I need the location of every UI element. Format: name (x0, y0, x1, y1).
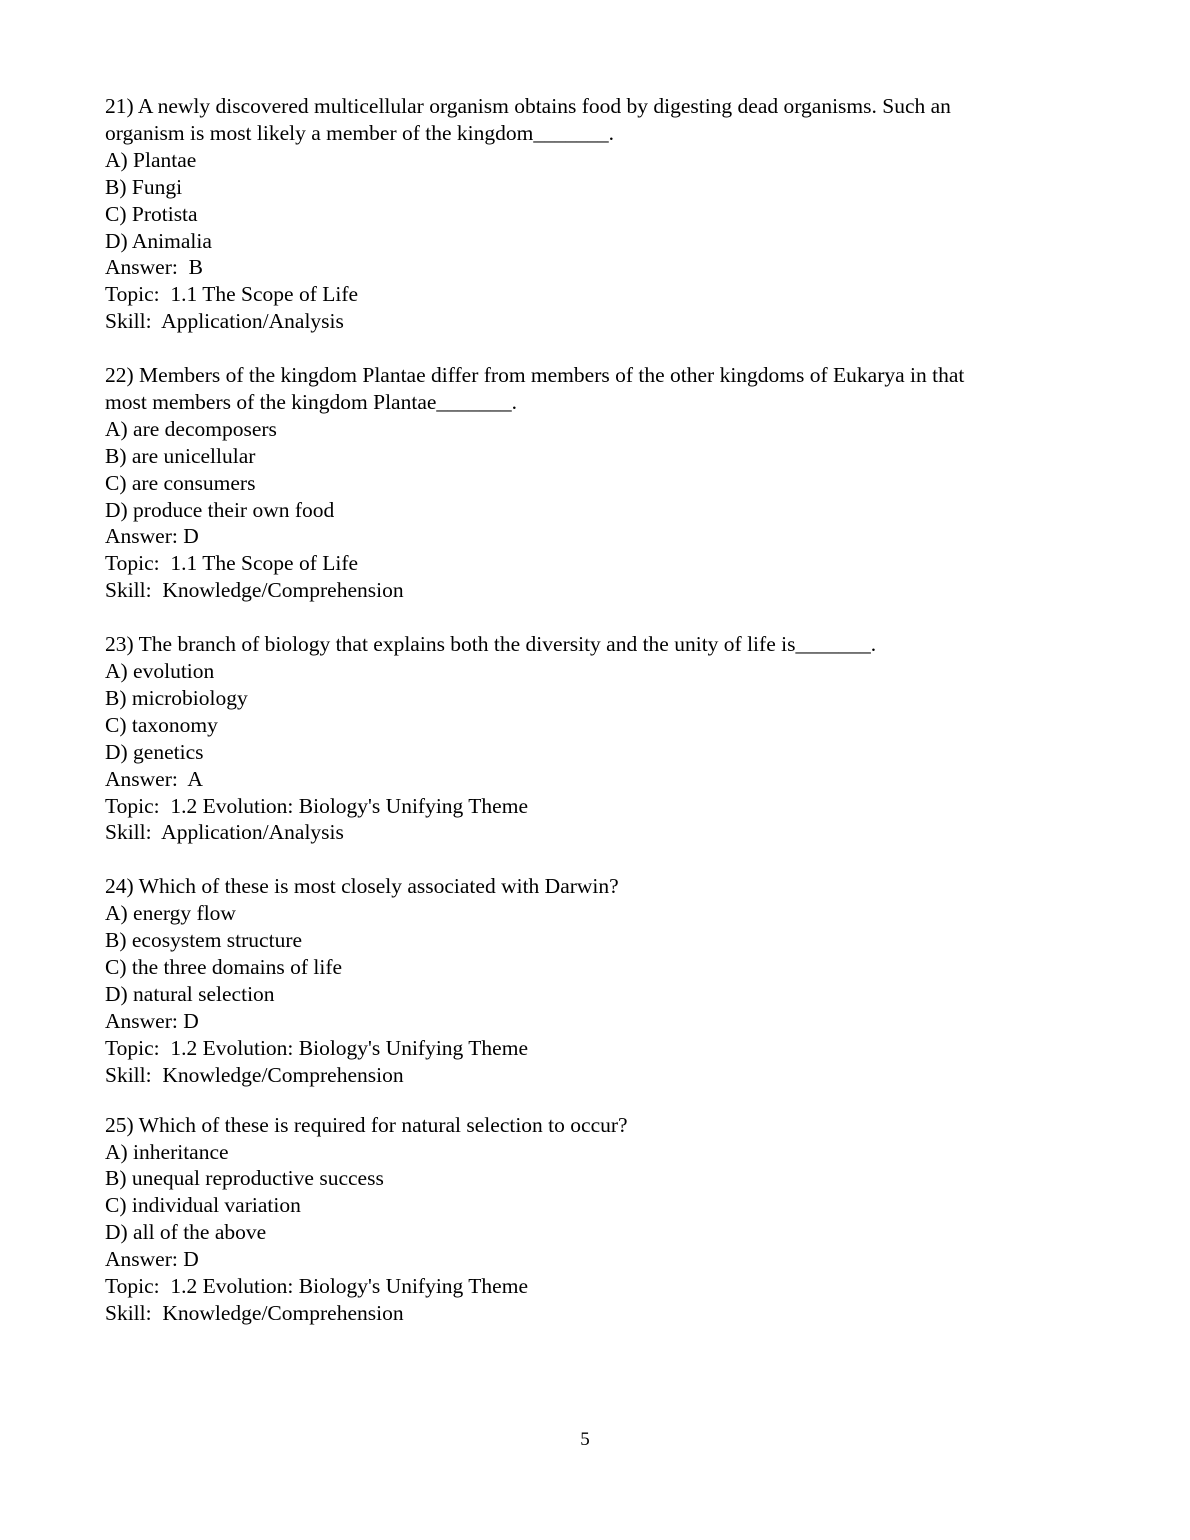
skill-line: Skill: Application/Analysis (105, 820, 344, 845)
question-stem-line: 23) The branch of biology that explains both the diversity and the unity of life is_______. (105, 632, 877, 657)
option-d: D) produce their own food (105, 497, 335, 522)
answer-line: Answer: D (105, 1008, 199, 1033)
option-c: C) individual variation (105, 1193, 301, 1218)
option-a: A) evolution (105, 659, 215, 683)
page-content (105, 93, 1065, 1327)
option-b: B) Fungi (105, 174, 183, 199)
option-b: B) microbiology (105, 685, 248, 710)
option-a: A) inheritance (105, 1139, 229, 1164)
topic-line: Topic: 1.2 Evolution: Biology's Unifying Theme (105, 1274, 528, 1299)
question-stem-line: 24) Which of these is most closely associated with Darwin? (105, 874, 619, 899)
skill-line: Skill: Knowledge/Comprehension (105, 578, 404, 603)
option-a: A) energy flow (105, 901, 236, 926)
topic-line: Topic: 1.1 The Scope of Life (105, 282, 359, 307)
question-stem-line: organism is most likely a member of the kingdom_______. (105, 120, 614, 145)
question-23 (105, 631, 1065, 846)
option-d: D) natural selection (105, 981, 275, 1006)
question-21 (105, 93, 1065, 335)
option-b: B) unequal reproductive success (105, 1166, 384, 1191)
skill-line: Skill: Knowledge/Comprehension (105, 1300, 404, 1325)
answer-line: Answer: B (105, 255, 203, 280)
option-d: D) Animalia (105, 228, 212, 253)
question-stem-line: 22) Members of the kingdom Plantae differ from members of the other kingdoms of Eukarya in that (105, 363, 965, 388)
page-number: 5 (580, 1429, 590, 1450)
option-d: D) genetics (105, 739, 204, 764)
answer-line: Answer: D (105, 524, 199, 549)
topic-line: Topic: 1.2 Evolution: Biology's Unifying Theme (105, 793, 528, 818)
skill-line: Skill: Knowledge/Comprehension (105, 1062, 404, 1087)
question-24 (105, 873, 1065, 1088)
option-b: B) are unicellular (105, 443, 256, 468)
option-b: B) ecosystem structure (105, 928, 303, 953)
topic-line: Topic: 1.2 Evolution: Biology's Unifying Theme (105, 1035, 528, 1060)
option-a: A) Plantae (105, 147, 197, 172)
question-stem-line: 21) A newly discovered multicellular organism obtains food by digesting dead organisms. Such an (105, 94, 951, 118)
skill-line: Skill: Application/Analysis (105, 309, 344, 334)
question-25 (105, 1112, 1065, 1327)
question-22 (105, 362, 1065, 604)
option-c: C) are consumers (105, 470, 256, 495)
answer-line: Answer: A (105, 766, 203, 791)
option-c: C) Protista (105, 201, 198, 226)
answer-line: Answer: D (105, 1247, 199, 1272)
option-c: C) taxonomy (105, 712, 218, 737)
question-stem-line: 25) Which of these is required for natural selection to occur? (105, 1112, 628, 1137)
question-stem-line: most members of the kingdom Plantae_______. (105, 389, 518, 414)
option-c: C) the three domains of life (105, 955, 343, 980)
option-d: D) all of the above (105, 1220, 267, 1245)
option-a: A) are decomposers (105, 416, 277, 441)
topic-line: Topic: 1.1 The Scope of Life (105, 551, 359, 576)
